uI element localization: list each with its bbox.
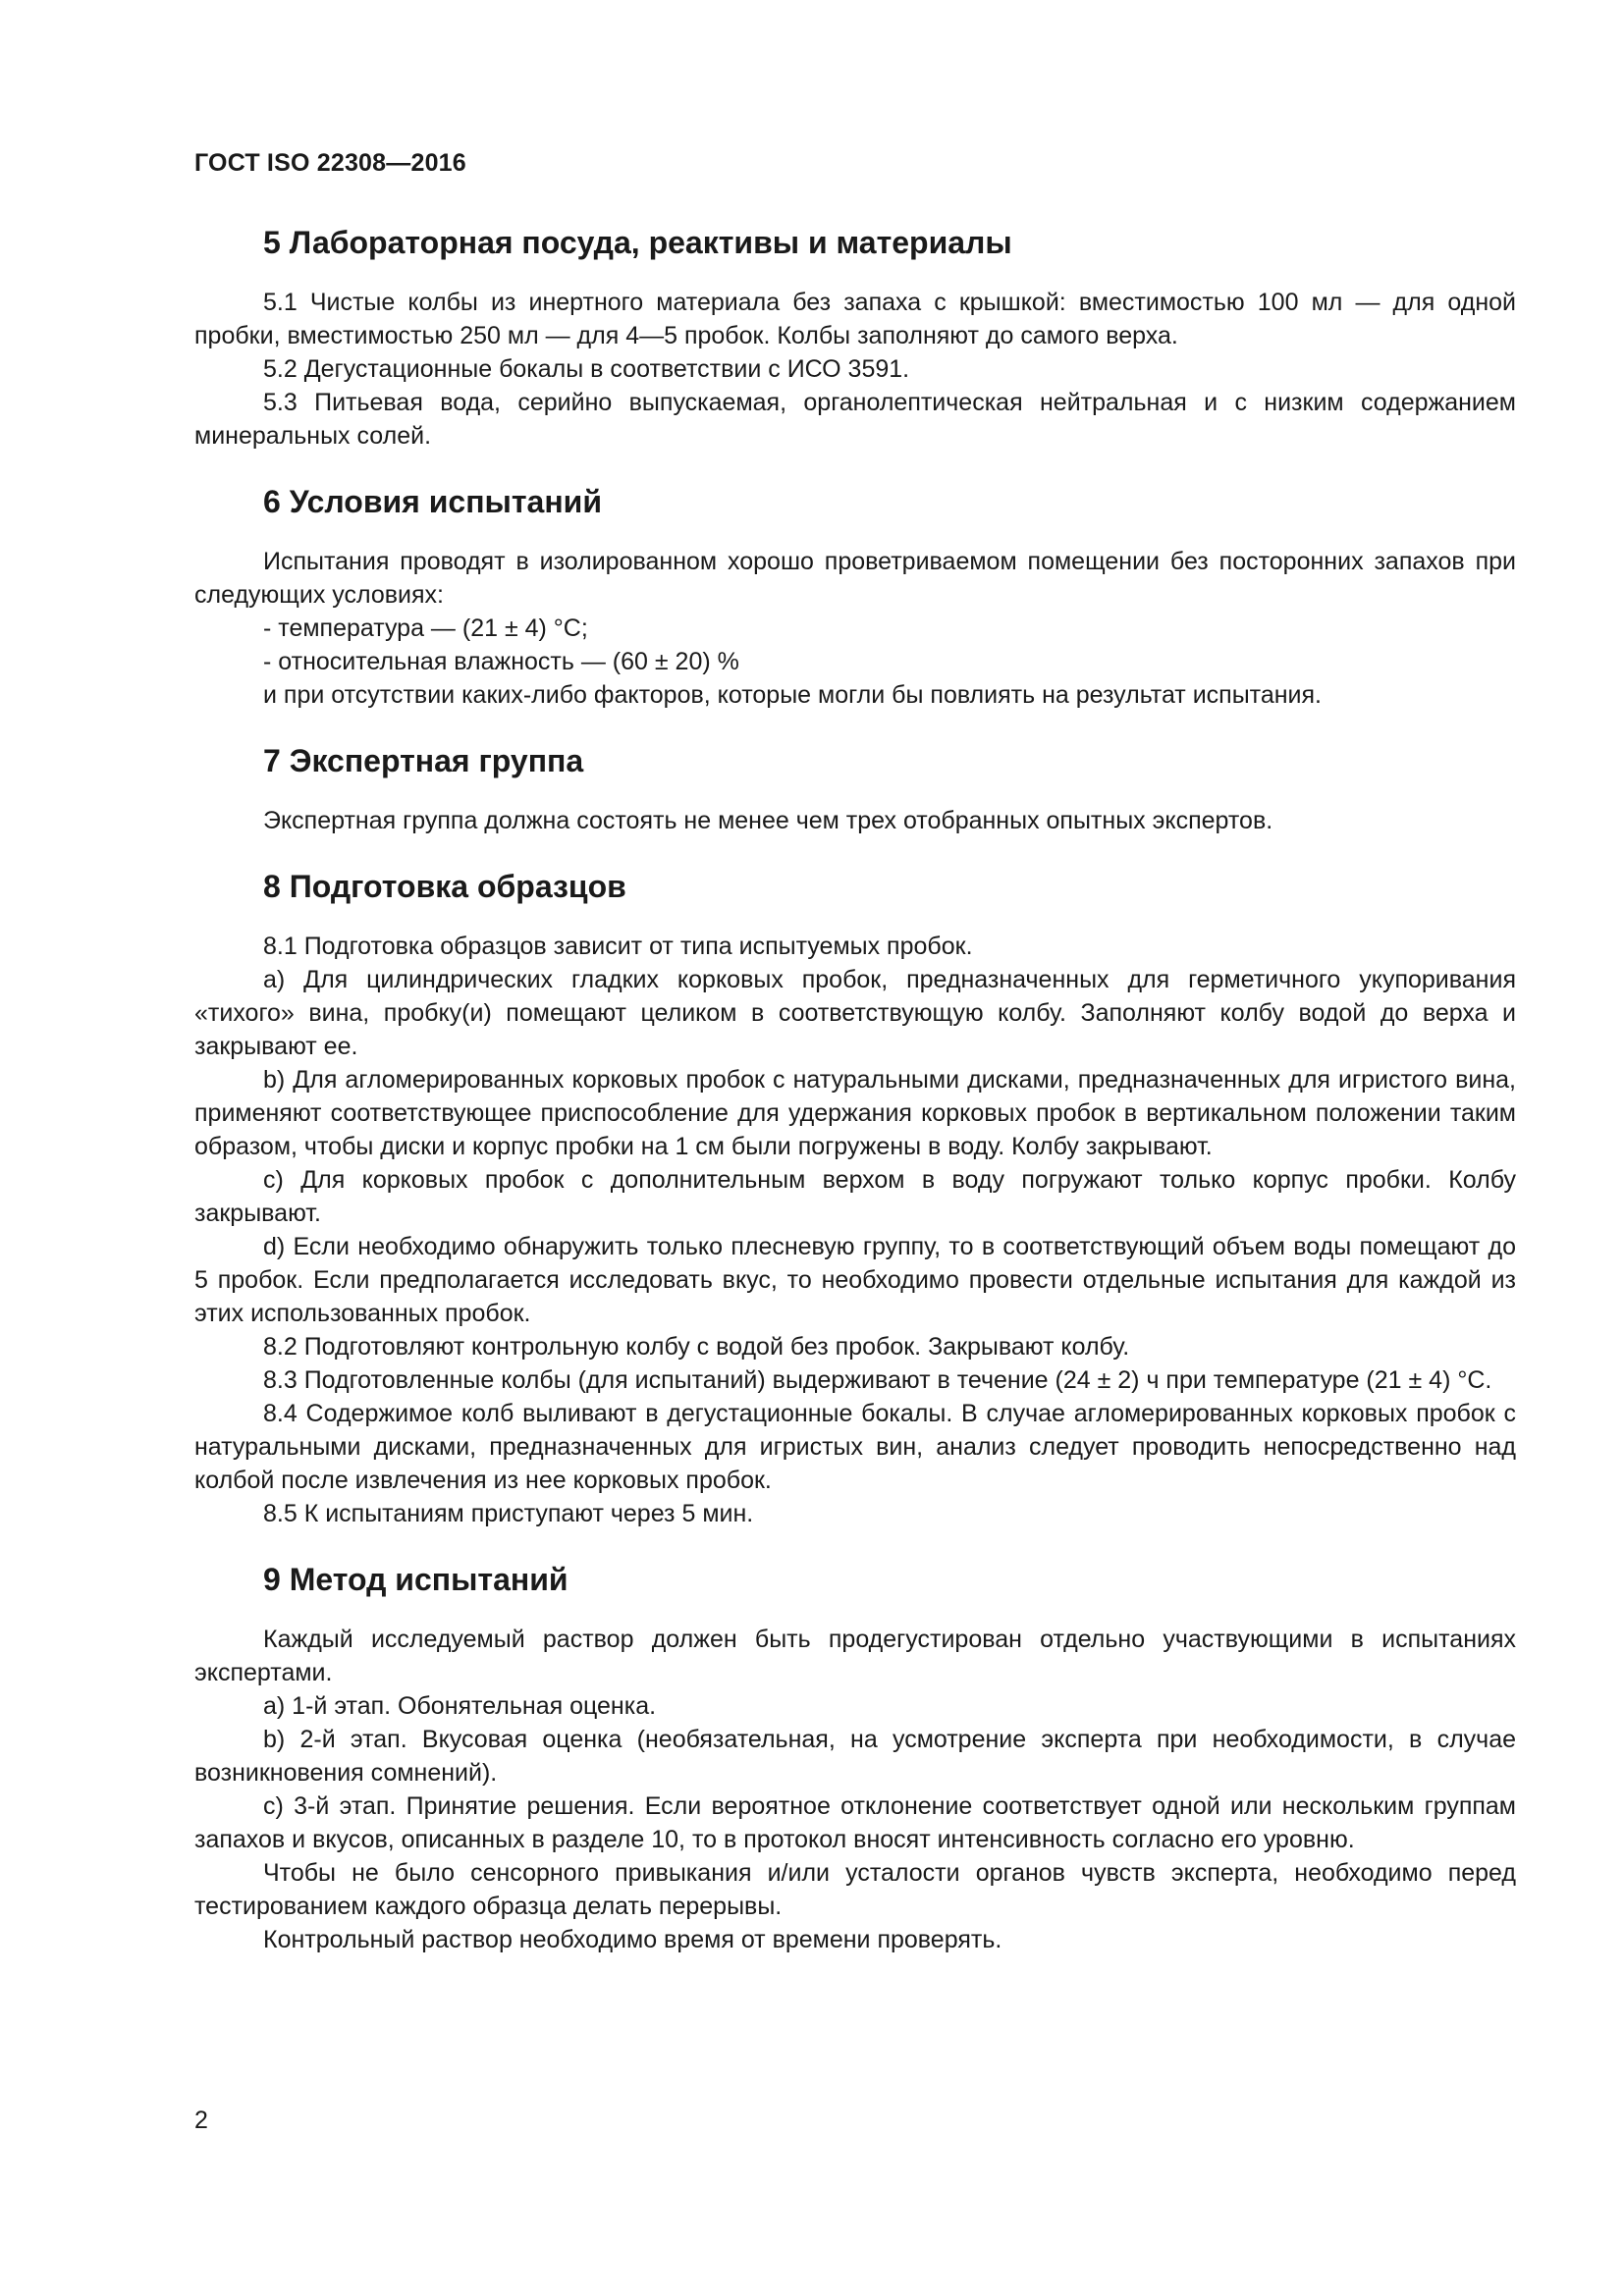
document-header: ГОСТ ISO 22308—2016: [194, 149, 466, 177]
section-8-title: 8 Подготовка образцов: [263, 869, 626, 904]
section-5: [194, 221, 1516, 453]
paragraph-9-intro: Каждый исследуемый раствор должен быть продегустирован отдельно участвующими в испытаниях экспертами.: [194, 1626, 1516, 1686]
paragraph-8-2: 8.2 Подготовляют контрольную колбу с водой без пробок. Закрывают колбу.: [263, 1333, 1130, 1361]
section-6-title: 6 Условия испытаний: [263, 484, 602, 519]
section-8: [194, 865, 1516, 1530]
page-number: 2: [194, 2107, 208, 2134]
paragraph-6-intro: Испытания проводят в изолированном хорошо проветриваемом помещении без посторонних запахов при следующих условиях:: [194, 548, 1516, 609]
paragraph-8-1-c: c) Для корковых пробок с дополнительным верхом в воду погружают только корпус пробки. Колбу закрывают.: [194, 1166, 1516, 1227]
list-item-humidity: - относительная влажность — (60 ± 20) %: [263, 648, 739, 675]
paragraph-9-breaks: Чтобы не было сенсорного привыкания и/или усталости органов чувств эксперта, необходимо перед тестированием каждого образца делать перерывы.: [194, 1859, 1516, 1920]
section-7-title: 7 Экспертная группа: [263, 743, 584, 778]
paragraph-8-1-d: d) Если необходимо обнаружить только плесневую группу, то в соответствующий объем воды помещают до 5 пробок. Если предполагается исследовать вкус, то необходимо провести отдельные испытания для каждой из этих использованных пробок.: [194, 1233, 1516, 1327]
paragraph-8-1-b: b) Для агломерированных корковых пробок с натуральными дисками, предназначенных для игристого вина, применяют соответствующее приспособление для удержания корковых пробок в вертикальном положении таким образом, чтобы диски и корпус пробки на 1 см были погружены в воду. Колбу закрывают.: [194, 1066, 1516, 1160]
section-5-title: 5 Лабораторная посуда, реактивы и материалы: [263, 225, 1012, 260]
paragraph-8-4: 8.4 Содержимое колб выливают в дегустационные бокалы. В случае агломерированных корковых пробок с натуральными дисками, предназначенных для игристых вин, анализ следует проводить непосредственно над колбой после извлечения из нее корковых пробок.: [194, 1400, 1516, 1494]
paragraph-9-c: c) 3-й этап. Принятие решения. Если вероятное отклонение соответствует одной или нескольким группам запахов и вкусов, описанных в разделе 10, то в протокол вносят интенсивность согласно его уровню.: [194, 1792, 1516, 1853]
paragraph-5-3: 5.3 Питьевая вода, серийно выпускаемая, органолептическая нейтральная и с низким содержанием минеральных солей.: [194, 389, 1516, 450]
list-item-temperature: - температура — (21 ± 4) °С;: [263, 614, 588, 642]
section-6: [194, 480, 1516, 712]
paragraph-6-closing: и при отсутствии каких-либо факторов, которые могли бы повлиять на результат испытания.: [263, 681, 1322, 709]
paragraph-9-a: a) 1-й этап. Обонятельная оценка.: [263, 1692, 657, 1720]
paragraph-7: Экспертная группа должна состоять не менее чем трех отобранных опытных экспертов.: [263, 807, 1273, 834]
section-7: [194, 739, 1516, 837]
paragraph-9-b: b) 2-й этап. Вкусовая оценка (необязательная, на усмотрение эксперта при необходимости, в случае возникновения сомнений).: [194, 1726, 1516, 1787]
section-9: [194, 1558, 1516, 1956]
document-body: [194, 221, 1516, 1984]
paragraph-8-1: 8.1 Подготовка образцов зависит от типа испытуемых пробок.: [263, 933, 973, 960]
section-9-title: 9 Метод испытаний: [263, 1562, 568, 1597]
paragraph-5-2: 5.2 Дегустационные бокалы в соответствии с ИСО 3591.: [263, 355, 910, 383]
paragraph-8-1-a: a) Для цилиндрических гладких корковых пробок, предназначенных для герметичного укупоривания «тихого» вина, пробку(и) помещают целиком в соответствующую колбу. Заполняют колбу водой до верха и закрывают ее.: [194, 966, 1516, 1060]
paragraph-8-3: 8.3 Подготовленные колбы (для испытаний) выдерживают в течение (24 ± 2) ч при температуре (21 ± 4) °С.: [263, 1366, 1492, 1394]
paragraph-9-control: Контрольный раствор необходимо время от времени проверять.: [263, 1926, 1002, 1953]
paragraph-8-5: 8.5 К испытаниям приступают через 5 мин.: [263, 1500, 754, 1527]
paragraph-5-1: 5.1 Чистые колбы из инертного материала без запаха с крышкой: вместимостью 100 мл — для одной пробки, вместимостью 250 мл — для 4—5 пробок. Колбы заполняют до самого верха.: [194, 289, 1516, 349]
